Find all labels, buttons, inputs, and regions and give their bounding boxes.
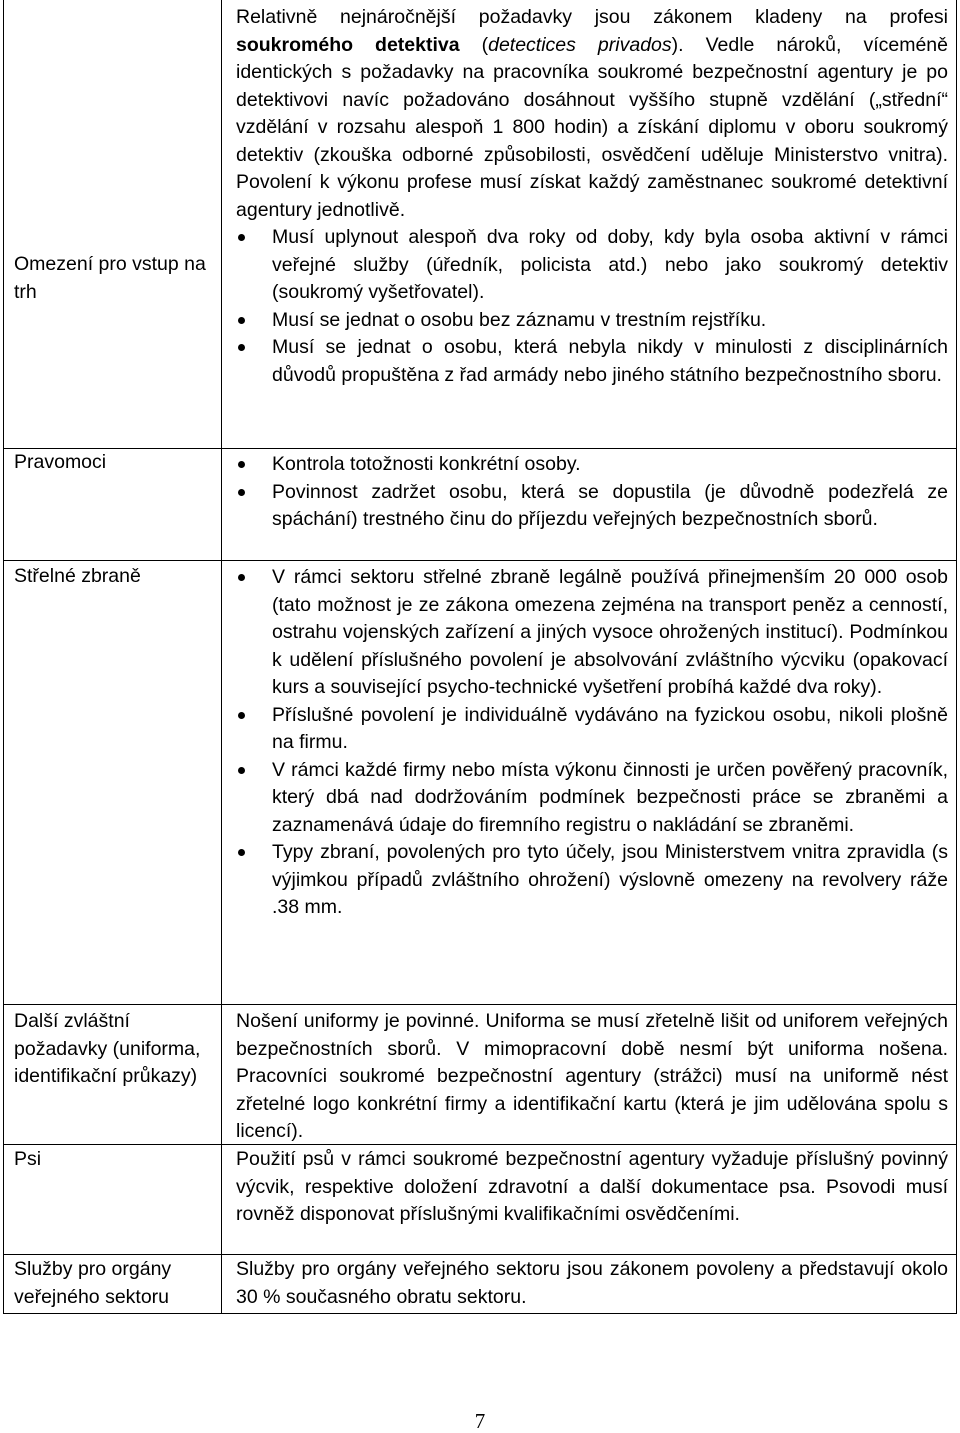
list-item bbox=[236, 224, 948, 307]
row-label-firearms: Střelné zbraně bbox=[14, 565, 141, 587]
row-divider bbox=[4, 1004, 956, 1005]
dogs-text: Použití psů v rámci soukromé bezpečnostní agentury vyžaduje příslušný povinný výcvik, respektive doložení zdravotní a další dokumentace psa. Psovodi musí rovněž disponovat příslušnými kvalifikačními osvědčeními. bbox=[236, 1148, 948, 1225]
row-label-market-entry: Omezení pro vstup na trh bbox=[14, 253, 206, 303]
row-label-dogs: Psi bbox=[14, 1148, 42, 1170]
row-content-firearms bbox=[236, 564, 948, 922]
list-item-text: V rámci každé firmy nebo místa výkonu činnosti je určen pověřený pracovník, který dbá nad dodržováním podmínek bezpečnosti práce se zbraněmi a zaznamenává údaje do firemního registru o nakládání se zbraněmi. bbox=[272, 758, 948, 836]
row-content-dogs bbox=[236, 1146, 948, 1229]
row-content-powers bbox=[236, 451, 948, 534]
public-sector-text: Služby pro orgány veřejného sektoru jsou zákonem povoleny a představují okolo 30 % současného obratu sektoru. bbox=[236, 1258, 948, 1308]
row-divider bbox=[4, 1254, 956, 1255]
list-item bbox=[236, 451, 948, 479]
bullet-icon bbox=[238, 234, 245, 241]
row-label-uniform: Další zvláštní požadavky (uniforma, identifikační průkazy) bbox=[14, 1010, 201, 1087]
list-item bbox=[236, 564, 948, 702]
row-label-public-sector: Služby pro orgány veřejného sektoru bbox=[14, 1258, 172, 1308]
list-item-text: Musí se jednat o osobu bez záznamu v trestním rejstříku. bbox=[272, 308, 767, 331]
bullet-icon bbox=[238, 317, 245, 324]
intro-text: ). Vedle nároků, víceméně identických s požadavky na pracovníka soukromé bezpečnostní agentury je po detektivovi navíc požadováno dosáhnout vyššího stupně vzdělání („střední“ vzdělání v rozsahu alespoň 1 800 hodin) a získání diplomu v oboru soukromý detektiv (zkouška odborné způsobilosti, osvědčení uděluje Ministerstvo vnitra). Povolení k výkonu profese musí získat každý zaměstnanec soukromé detektivní agentury jednotlivě. bbox=[236, 33, 948, 221]
bullet-icon bbox=[238, 574, 245, 581]
bullet-icon bbox=[238, 712, 245, 719]
row-content-uniform bbox=[236, 1008, 948, 1146]
list-item-text: Povinnost zadržet osobu, která se dopustila (je důvodně podezřelá ze spáchání) trestného činu do příjezdu veřejných bezpečnostních sborů. bbox=[272, 480, 948, 530]
list-item bbox=[236, 839, 948, 922]
list-item bbox=[236, 334, 948, 389]
intro-text: Relativně nejnáročnější požadavky jsou zákonem kladeny na profesi bbox=[236, 6, 948, 28]
bullet-icon bbox=[238, 767, 245, 774]
list-item-text: Příslušné povolení je individuálně vydáváno na fyzickou osobu, nikoli plošně na firmu. bbox=[272, 703, 948, 753]
row-label-powers: Pravomoci bbox=[14, 451, 107, 473]
column-divider bbox=[221, 0, 222, 1314]
list-item-text: V rámci sektoru střelné zbraně legálně používá přinejmenším 20 000 osob (tato možnost je ze zákona omezena zejména na transport peněz a cenností, ostrahu vojenských zařízení a jiných vysoce ohrožených institucí). Podmínkou k udělení příslušného povolení je absolvování zvláštního výcviku (opakovací kurs a související psycho-technické vyšetření probíhá každé dva roky). bbox=[272, 566, 948, 698]
list-item-text: Musí uplynout alespoň dva roky od doby, kdy byla osoba aktivní v rámci veřejné služby (úředník, policista atd.) nebo jako soukromý detektiv (soukromý vyšetřovatel). bbox=[272, 226, 948, 303]
intro-bold-text: soukromého detektiva bbox=[236, 33, 460, 56]
list-item-text: Typy zbraní, povolených pro tyto účely, jsou Ministerstvem vnitra zpravidla (s výjimkou případů zvláštního ohrožení) výslovně omezeny na revolvery ráže .38 mm. bbox=[272, 841, 948, 918]
row-content-market-entry bbox=[236, 4, 948, 389]
powers-bullets bbox=[236, 451, 948, 534]
list-item bbox=[236, 702, 948, 757]
row-divider bbox=[4, 560, 956, 561]
intro-italic-text: detectices privados bbox=[488, 33, 672, 56]
bullet-icon bbox=[238, 344, 245, 351]
row-content-public-sector bbox=[236, 1256, 948, 1311]
list-item-text: Kontrola totožnosti konkrétní osoby. bbox=[272, 453, 581, 475]
list-item bbox=[236, 757, 948, 840]
page-number: 7 bbox=[474, 1409, 486, 1433]
uniform-text: Nošení uniformy je povinné. Uniforma se musí zřetelně lišit od uniforem veřejných bezpečnostních sborů. V mimopracovní době nesmí být uniforma nošena. Pracovníci soukromé bezpečnostní agentury (strážci) musí na uniformě nést zřetelné logo konkrétní firmy a identifikační kartu (která je jim udělována spolu s licencí). bbox=[236, 1010, 948, 1142]
bullet-icon bbox=[238, 461, 245, 468]
list-item bbox=[236, 479, 948, 534]
firearms-bullets bbox=[236, 564, 948, 922]
bullet-icon bbox=[238, 489, 245, 496]
bullet-icon bbox=[238, 849, 245, 856]
intro-text: ( bbox=[459, 33, 489, 56]
market-entry-intro bbox=[236, 4, 948, 224]
list-item-text: Musí se jednat o osobu, která nebyla nikdy v minulosti z disciplinárních důvodů propuštěna z řad armády nebo jiného státního bezpečnostního sboru. bbox=[272, 336, 948, 386]
list-item bbox=[236, 307, 948, 335]
market-entry-bullets bbox=[236, 224, 948, 389]
